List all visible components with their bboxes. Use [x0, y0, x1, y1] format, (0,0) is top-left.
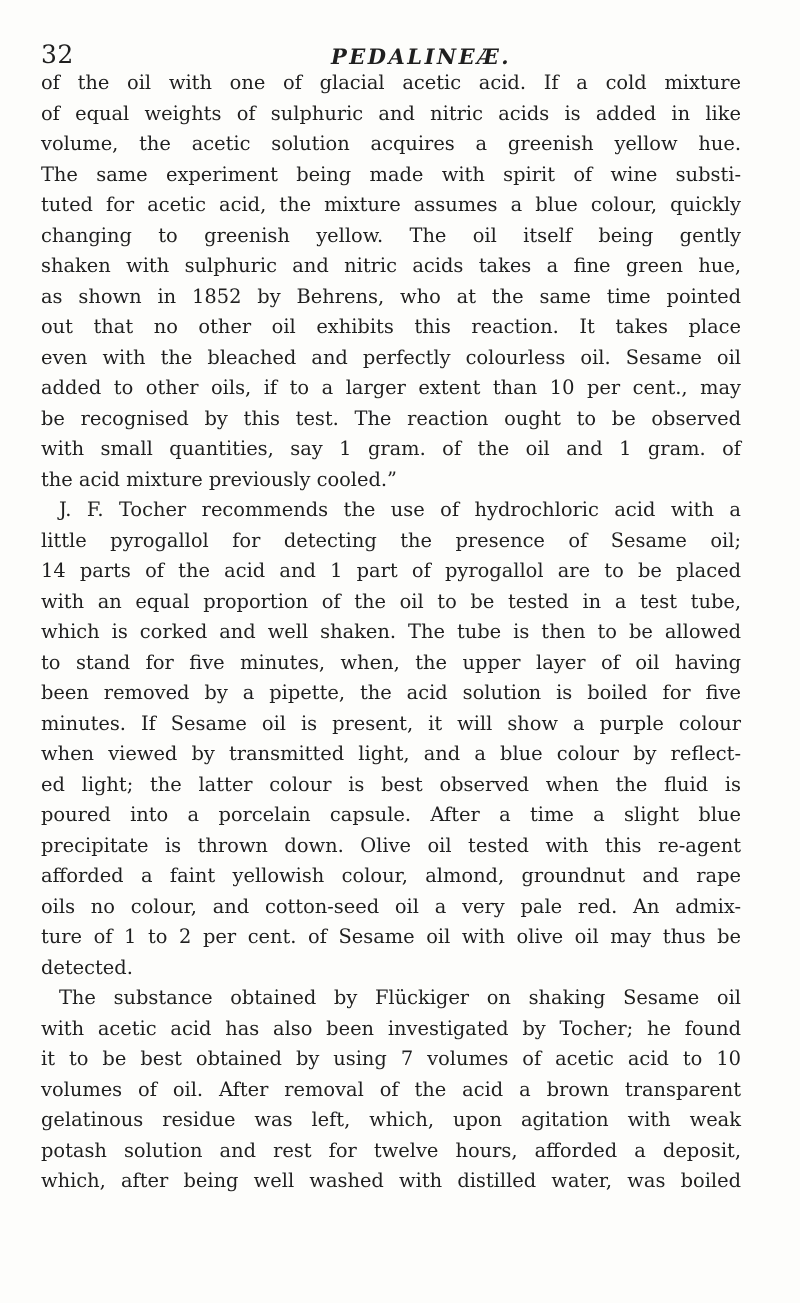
text-line: as shown in 1852 by Behrens, who at the same time pointed: [41, 284, 741, 308]
text-line: which is corked and well shaken. The tube is then to be allowed: [41, 620, 741, 643]
text-line: The same experiment being made with spirit of wine substi-: [41, 162, 741, 186]
text-line: of the oil with one of glacial acetic acid. If a cold mixture: [41, 71, 741, 94]
text-line: been removed by a pipette, the acid solution is boiled for five: [41, 681, 741, 704]
text-line: oils no colour, and cotton-seed oil a very pale red. An admix-: [41, 894, 741, 918]
text-line: shaken with sulphuric and nitric acids takes a fine green hue,: [41, 254, 741, 277]
text-line: tuted for acetic acid, the mixture assumes a blue colour, quickly: [41, 193, 741, 216]
text-line: even with the bleached and perfectly colourless oil. Sesame oil: [41, 345, 741, 369]
text-line: added to other oils, if to a larger extent than 10 per cent., may: [41, 376, 741, 399]
text-line: minutes. If Sesame oil is present, it will show a purple colour: [41, 711, 741, 735]
running-title: PEDALINEÆ.: [331, 44, 512, 69]
text-line: it to be best obtained by using 7 volumes of acetic acid to 10: [41, 1047, 741, 1070]
text-line: The substance obtained by Flückiger on shaking Sesame oil: [59, 986, 741, 1009]
text-line: precipitate is thrown down. Olive oil tested with this re-agent: [41, 833, 741, 857]
text-line: 14 parts of the acid and 1 part of pyrogallol are to be placed: [41, 559, 741, 582]
page-header: [41, 30, 740, 70]
text-line: potash solution and rest for twelve hours, afforded a deposit,: [41, 1138, 741, 1162]
text-line: detected.: [41, 955, 133, 979]
text-line: afforded a faint yellowish colour, almond, groundnut and rape: [41, 864, 741, 887]
text-line: to stand for five minutes, when, the upper layer of oil having: [41, 650, 741, 674]
text-line: little pyrogallol for detecting the presence of Sesame oil;: [41, 528, 741, 552]
text-line: ed light; the latter colour is best observed when the fluid is: [41, 772, 741, 796]
text-line: volumes of oil. After removal of the acid a brown transparent: [41, 1077, 741, 1101]
text-line: out that no other oil exhibits this reaction. It takes place: [41, 315, 741, 338]
body-text: [41, 68, 741, 1197]
text-line: of equal weights of sulphuric and nitric acids is added in like: [41, 101, 741, 125]
text-line: when viewed by transmitted light, and a blue colour by reflect-: [41, 742, 741, 765]
text-line: with small quantities, say 1 gram. of the oil and 1 gram. of: [41, 437, 741, 460]
text-line: the acid mixture previously cooled.”: [41, 467, 397, 491]
text-line: gelatinous residue was left, which, upon agitation with weak: [41, 1108, 741, 1131]
text-line: be recognised by this test. The reaction ought to be observed: [41, 406, 741, 430]
text-line: poured into a porcelain capsule. After a time a slight blue: [41, 803, 741, 826]
page-number: 32: [41, 40, 74, 69]
text-line: with an equal proportion of the oil to be tested in a test tube,: [41, 589, 741, 613]
text-line: with acetic acid has also been investigated by Tocher; he found: [41, 1016, 741, 1040]
text-line: ture of 1 to 2 per cent. of Sesame oil with olive oil may thus be: [41, 925, 741, 948]
text-line: which, after being well washed with distilled water, was boiled: [41, 1169, 741, 1192]
text-line: changing to greenish yellow. The oil itself being gently: [41, 223, 741, 247]
text-line: J. F. Tocher recommends the use of hydrochloric acid with a: [59, 498, 741, 521]
text-line: volume, the acetic solution acquires a greenish yellow hue.: [41, 132, 741, 155]
